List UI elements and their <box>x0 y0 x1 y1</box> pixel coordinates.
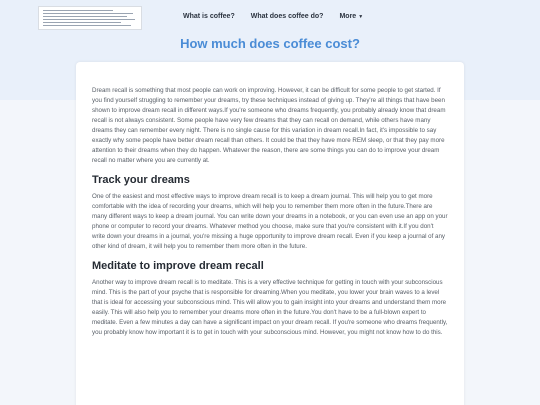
section-heading-track-dreams: Track your dreams <box>92 174 190 186</box>
page-title: How much does coffee cost? <box>180 36 360 51</box>
section-text-track-dreams: One of the easiest and most effective ways to improve dream recall is to keep a dream journal. This will help you to get more comfortable with the idea of recording your dreams, which will help you to remember them more often in the future.There are many different ways to keep a dream journal. You can write down your dreams in a notebook, or you can even use an app on your phone or computer to record your dreams. Whatever method you choose, make sure that you're consistent with it.If you don't write down your dreams in a journal, you're missing a huge opportunity to improve dream recall. Even if you keep a journal of any other kind of dream, it will help you to remember them more often in the future. <box>92 193 448 250</box>
nav-item-what-does-coffee-do[interactable]: What does coffee do? <box>250 13 324 20</box>
section-heading-meditate: Meditate to improve dream recall <box>92 260 264 272</box>
main-nav <box>183 13 379 20</box>
article-intro: Dream recall is something that most people can work on improving. However, it can be difficult for some people to get started. If you find yourself struggling to remember your dreams, try these techniques instead of giving up. They're all things that have been shown to improve dream recall in different ways.If you're someone who dreams frequently, you probably already know that dream recall is not always consistent. Some people have very few dreams that they can recall on demand, while others have many dreams they can remember every night. There is no single cause for this variation in dream recall.In fact, it's impossible to say exactly why some people have better dream recall than others. It could be that they have more REM sleep, or that they pay more attention to their dreams when they do happen. Whatever the reason, there are some things you can do to improve your dream recall no matter where you are currently at. <box>92 87 446 164</box>
nav-item-what-is-coffee[interactable]: What is coffee? <box>183 13 235 20</box>
site-logo[interactable] <box>38 6 142 30</box>
section-text-meditate: Another way to improve dream recall is to meditate. This is a very effective technique for getting in touch with your subconscious mind. This is the part of your psyche that is responsible for dreaming.When you meditate, you lower your brain waves to a level that is ideal for accessing your subconscious mind. This will allow you to gain insight into your dreams and understand them more easily. This will also help you to remember your dreams more often in the future.You don't have to be a full-blown expert to meditate. Even a few minutes a day can have a significant impact on your dream recall. If you're someone who dreams frequently, you probably know how important it is to get in touch with your subconscious mind. However, you might not know how to do this. <box>92 279 448 336</box>
nav-item-more-label: More <box>339 13 357 20</box>
caret-down-icon: ▼ <box>358 14 364 20</box>
nav-item-more[interactable] <box>339 13 363 20</box>
article-card <box>76 62 464 405</box>
